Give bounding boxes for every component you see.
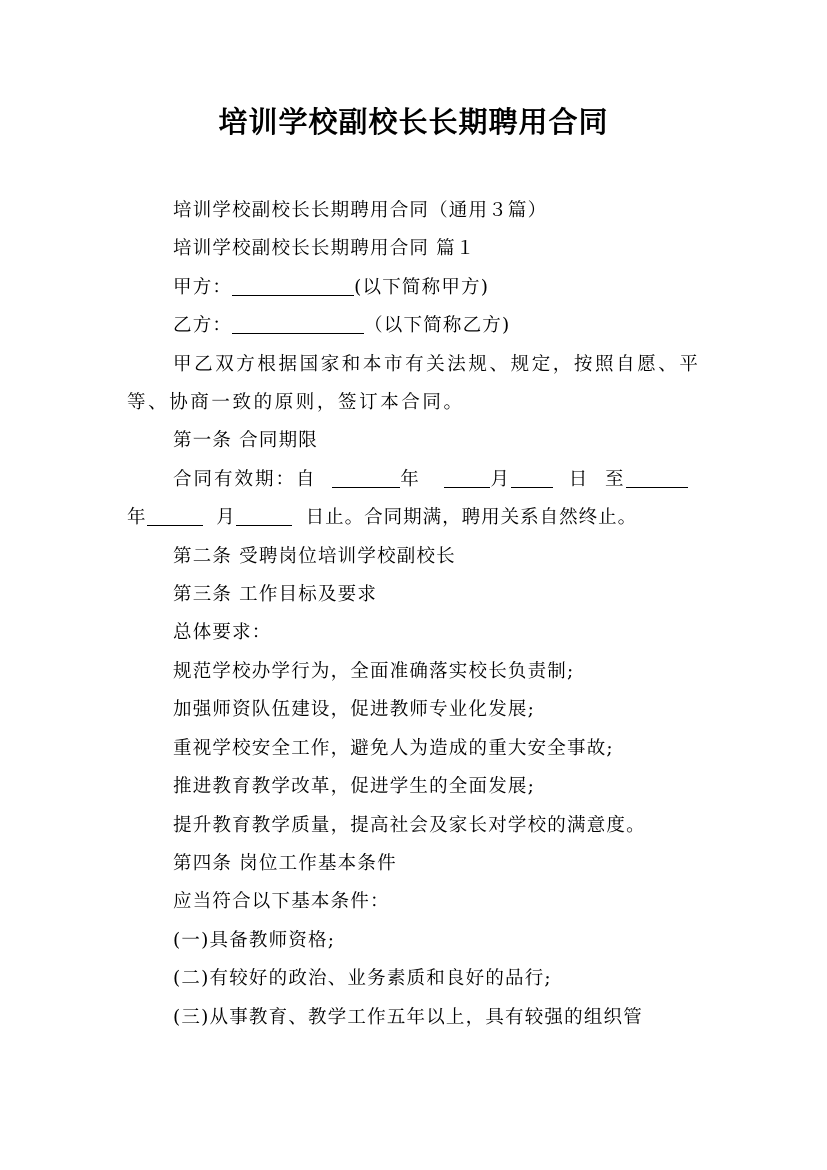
article-2-heading: 第二条 受聘岗位培训学校副校长 [173,545,456,567]
term-month2-label: 月 [216,507,236,529]
conditions-title: 应当符合以下基本条件： [173,891,390,913]
requirement-item: 加强师资队伍建设，促进教师专业化发展; [173,699,536,721]
party-b-suffix: （以下简称乙方) [364,315,511,337]
requirement-item: 规范学校办学行为，全面准确落实校长负责制; [173,660,575,682]
term-year2-label: 年 [127,507,147,529]
term-to-label: 至 [605,468,626,490]
party-b-label: 乙方： [173,315,233,337]
condition-item: (二)有较好的政治、业务素质和良好的品行; [173,968,552,990]
article-3-heading: 第三条 工作目标及要求 [173,584,378,606]
term-month-label: 月 [490,468,511,490]
requirement-item: 提升教育教学质量，提高社会及家长对学校的满意度。 [173,814,646,836]
condition-item: (一)具备教师资格; [173,929,336,951]
requirement-item: 重视学校安全工作，避免人为造成的重大安全事故; [173,737,614,759]
term-day-label: 日 [568,468,590,490]
term-end-month-blank[interactable] [147,507,203,527]
term-start-year-blank[interactable] [332,468,400,488]
term-year-label: 年 [400,468,421,490]
section-heading: 培训学校副校长长期聘用合同 篇１ [173,238,476,260]
term-start-month-blank[interactable] [444,468,490,488]
condition-item: (三)从事教育、教学工作五年以上，具有较强的组织管 [173,1006,643,1028]
document-body [127,192,717,1037]
party-a-line [127,269,717,307]
party-a-suffix: (以下简称甲方) [354,276,490,298]
term-end-year-blank[interactable] [626,468,688,488]
term-line-2 [127,499,717,537]
requirements-title: 总体要求： [173,622,272,644]
requirement-item: 推进教育教学改革，促进学生的全面发展; [173,776,536,798]
party-b-blank[interactable] [232,315,364,335]
intro-paragraph: 甲乙双方根据国家和本市有关法规、规定，按照自愿、平等、协商一致的原则，签订本合同。 [127,353,701,414]
party-b-line [127,307,717,345]
article-1-heading: 第一条 合同期限 [173,430,318,452]
term-line-1 [127,461,717,499]
term-prefix: 合同有效期：自 [173,468,317,490]
party-a-blank[interactable] [232,276,354,296]
term-end-day-blank[interactable] [236,507,292,527]
document-title: 培训学校副校长长期聘用合同 [218,105,609,139]
subtitle-line: 培训学校副校长长期聘用合同（通用３篇） [173,200,548,221]
article-4-heading: 第四条 岗位工作基本条件 [173,852,397,874]
term-start-day-blank[interactable] [511,468,553,488]
party-a-label: 甲方： [173,276,233,298]
term-end-text: 日止。合同期满，聘用关系自然终止。 [305,507,638,529]
